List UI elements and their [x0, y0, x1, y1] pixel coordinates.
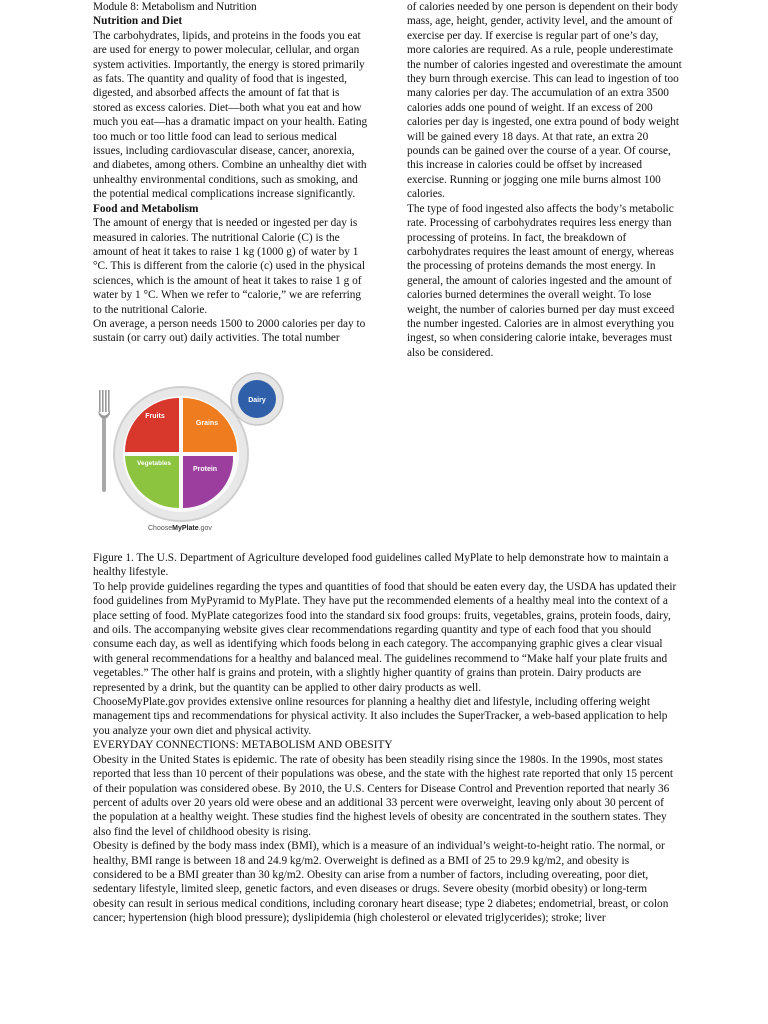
- paragraph: of calories needed by one person is dependent on their body mass, age, height, gender, activity level, and the amount of exercise per day. If exercise is regular part of one’s day, more calories are required. As a rule, people underestimate the number of calories ingested and overestimate the amount they burn through exercise. This can lead to ingestion of too many calories per day. The accumulation of an extra 3500 calories adds one pound of weight. If an excess of 200 calories per day is ingested, one extra pound of body weight will be gained every 18 days. At that rate, an extra 20 pounds can be gained over the course of a year. Of course, this increase in calories could be offset by increased exercise. Running or jogging one mile burns almost 100 calories.: [407, 1, 682, 201]
- myplate-logo: ChooseMyPlate.gov: [148, 525, 212, 532]
- paragraph: Obesity in the United States is epidemic. The rate of obesity has been steadily rising since the 1980s. In the 1990s, most states reported that less than 10 percent of their populations was obese, and the state with the highest rate reported that only 15 percent of their population was considered obese. By 2010, the U.S. Centers for Disease Control and Prevention reported that nearly 36 percent of adults over 20 years old were obese and an additional 33 percent were overweight, leaving only about 30 percent of the population at a healthy weight. These studies find the highest levels of obesity are concentrated in the southern states. They also find the level of childhood obesity is rising.: [93, 753, 674, 838]
- paragraph: Obesity is defined by the body mass index (BMI), which is a measure of an individual’s weight-to-height ratio. The normal, or healthy, BMI range is between 18 and 24.9 kg/m2. Overweight is defined as a BMI of 25 to 29.9 kg/m2, and obesity is considered to be a BMI greater than 30 kg/m2. Obesity can arise from a number of factors, including overeating, poor diet, sedentary lifestyle, limited sleep, genetic factors, and even diseases or drugs. Severe obesity (morbid obesity) or long-term obesity can result in serious medical conditions, including coronary heart disease; type 2 diabetes; endometrial, breast, or colon cancer; hypertension (high blood pressure); dyslipidemia (high cholesterol or elevated triglycerides); stroke; liver: [93, 840, 669, 925]
- dairy-label: Dairy: [248, 397, 266, 404]
- main-text: [93, 551, 678, 926]
- dairy-cup: [231, 373, 283, 425]
- module-title: Module 8: Metabolism and Nutrition: [93, 1, 257, 13]
- vegetables-label: Vegetables: [137, 460, 171, 467]
- heading-nutrition-and-diet: Nutrition and Diet: [93, 15, 183, 28]
- grains-label: Grains: [195, 420, 219, 427]
- fruits-label: Fruits: [145, 413, 165, 420]
- left-column: [93, 0, 368, 346]
- fork-icon: [99, 390, 111, 492]
- myplate-figure: [93, 362, 293, 540]
- paragraph: To help provide guidelines regarding the types and quantities of food that should be eaten every day, the USDA has updated their food guidelines from MyPyramid to MyPlate. They have put the recommended elements of a healthy meal into the context of a place setting of food. MyPlate categorizes food into the standard six food groups: fruits, vegetables, grains, protein foods, dairy, and oils. The accompanying website gives clear recommendations regarding quantity and type of each food that you should consume each day, as well as identifying which foods belong in each category. The accompanying graphic gives a clear visual with general recommendations for a healthy and balanced meal. The guidelines recommend to “Make half your plate fruits and vegetables.” The other half is grains and protein, with a slightly higher quantity of grains than protein. Dairy products are represented by a drink, but the quantity can be applied to other dairy products as well.: [93, 580, 677, 694]
- heading-food-and-metabolism: Food and Metabolism: [93, 202, 199, 215]
- paragraph: ChooseMyPlate.gov provides extensive online resources for planning a healthy diet and lifestyle, including offering weight management tips and recommendations for physical activity. It also includes the SuperTracker, a web-based application to help you analyze your own diet and physical activity.: [93, 696, 668, 737]
- paragraph: The carbohydrates, lipids, and proteins in the foods you eat are used for energy to power molecular, cellular, and organ system activities. Importantly, the energy is stored primarily as fats. The quantity and quality of food that is ingested, digested, and absorbed affects the amount of fat that is stored as excess calories. Diet—both what you eat and how much you eat—has a dramatic impact on your health. Eating too much or too little food can lead to serious medical issues, including cardiovascular disease, cancer, anorexia, and diabetes, among others. Combine an unhealthy diet with unhealthy environmental conditions, such as smoking, and the potential medical complications increase significantly.: [93, 29, 368, 201]
- right-column: [407, 0, 682, 360]
- section-heading-everyday-connections: EVERYDAY CONNECTIONS: METABOLISM AND OBESITY: [93, 739, 393, 752]
- paragraph: The amount of energy that is needed or ingested per day is measured in calories. The nutritional Calorie (C) is the amount of heat it takes to raise 1 kg (1000 g) of water by 1 °C. This is different from the calorie (c) used in the physical sciences, which is the amount of heat it takes to raise 1 g of water by 1 °C. When we refer to “calorie,” we are referring to the nutritional Calorie.: [93, 217, 366, 316]
- paragraph: The type of food ingested also affects the body’s metabolic rate. Processing of carbohydrates requires less energy than processing of proteins. In fact, the breakdown of carbohydrates requires the least amount of energy, whereas the processing of proteins demands the most energy. In general, the amount of calories ingested and the amount of calories burned determines the overall weight. To lose weight, the number of calories burned per day must exceed the number ingested. Calories are in almost everything you ingest, so when considering calorie intake, beverages must also be considered.: [407, 202, 675, 359]
- paragraph: On average, a person needs 1500 to 2000 calories per day to sustain (or carry out) daily activities. The total number: [93, 317, 366, 345]
- plate-inner: [123, 396, 239, 512]
- figure-caption: Figure 1. The U.S. Department of Agriculture developed food guidelines called MyPlate to help demonstrate how to maintain a healthy lifestyle.: [93, 552, 669, 579]
- protein-label: Protein: [192, 466, 218, 473]
- myplate-graphic: [93, 362, 293, 540]
